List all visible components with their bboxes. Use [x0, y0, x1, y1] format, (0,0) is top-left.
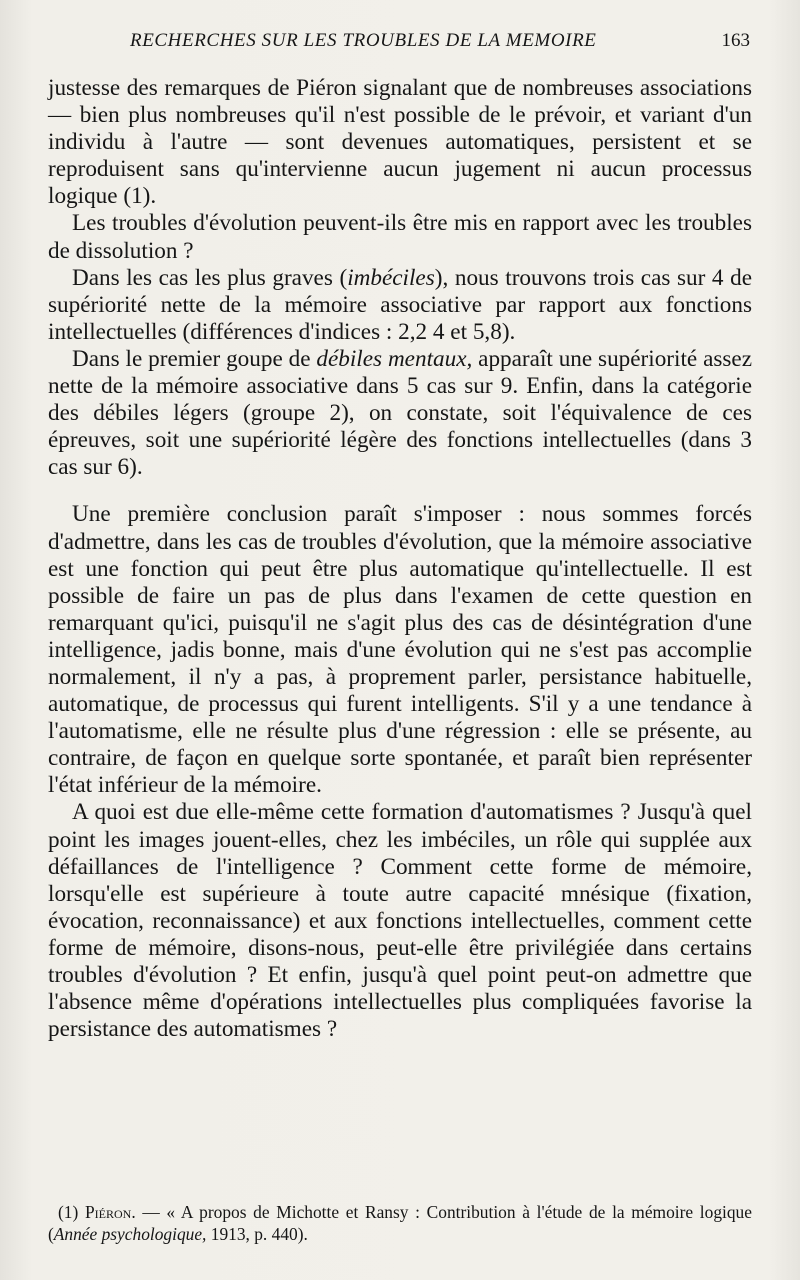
footnote: [48, 1201, 752, 1245]
paragraph-3-emphasis: imbéciles: [347, 264, 435, 291]
main-text: [48, 75, 752, 1043]
paragraph-2: Les troubles d'évolution peuvent-ils être mis en rapport avec les troubles de dissolution ?: [48, 210, 752, 264]
footnote-text-b: 1913, p. 440).: [206, 1224, 308, 1244]
paragraph-5: Une première conclusion paraît s'imposer : nous sommes forcés d'admettre, dans les cas de troubles d'évolution, que la mémoire associative est une fonction qui peut être plus automatique qu'intellectuelle. Il est possible de faire un pas de plus dans l'examen de cette question en remarquant qu'ici, puisqu'il ne s'agit plus des cas de désintégration d'une intelligence, jadis bonne, mais d'une évolution qui ne s'est pas accomplie normalement, il n'y a pas, à proprement parler, persistance habituelle, automatique, de processus qui furent intelligents. S'il y a une tendance à l'automatisme, elle ne résulte plus d'une régression : elle se présente, au contraire, de façon en quelque sorte spontanée, et paraît bien représenter l'état inférieur de la mémoire.: [48, 501, 752, 799]
page-number: 163: [721, 30, 750, 51]
paragraph-3-text-b: ), nous trouvons trois cas sur 4 de supériorité nette de la mémoire associative par rapport aux fonctions intellectuelles (différences d'indices : 2,2 4 et 5,8).: [48, 264, 752, 345]
running-title: RECHERCHES SUR LES TROUBLES DE LA MEMOIRE: [130, 30, 597, 51]
footnote-marker: (1): [58, 1202, 85, 1222]
footnote-source: Année psychologique,: [53, 1224, 207, 1244]
paragraph-3-text-a: Dans les cas les plus graves (: [72, 264, 348, 291]
footnote-text-a: . — « A propos de Michotte et Ransy : Contribution à l'étude de la mémoire logique (: [48, 1202, 752, 1244]
paragraph-4: [48, 346, 752, 481]
paragraph-1: justesse des remarques de Piéron signalant que de nombreuses associations — bien plus nombreuses qu'il n'est possible de le prévoir, et variant d'un individu à l'autre — sont devenues automatiques, persistent et se reproduisent sans qu'intervienne aucun jugement ni aucun processus logique (1).: [48, 75, 752, 210]
paragraph-4-text-a: Dans le premier goupe de: [72, 345, 317, 372]
footnote-author: Piéron: [84, 1202, 132, 1222]
running-header: [48, 30, 750, 54]
paragraph-6: A quoi est due elle-même cette formation d'automatismes ? Jusqu'à quel point les images jouent-elles, chez les imbéciles, un rôle qui supplée aux défaillances de l'intelligence ? Comment cette forme de mémoire, lorsqu'elle est supérieure à toute autre capacité mnésique (fixation, évocation, reconnaissance) et aux fonctions intellectuelles, comment cette forme de mémoire, disons-nous, peut-elle être privilégiée dans certains troubles d'évolution ? Et enfin, jusqu'à quel point peut-on admettre que l'absence même d'opérations intellectuelles plus compliquées favorise la persistance des automatismes ?: [48, 799, 752, 1043]
paragraph-3: [48, 265, 752, 346]
footnote-1: [48, 1201, 752, 1245]
paragraph-4-emphasis: débiles mentaux,: [316, 345, 473, 372]
paragraph-4-text-b: apparaît une supériorité assez nette de la mémoire associative dans 5 cas sur 9. Enfin, dans la catégorie des débiles légers (groupe 2), on constate, soit l'équivalence de ces épreuves, soit une supériorité légère des fonctions intellectuelles (dans 3 cas sur 6).: [48, 345, 753, 481]
